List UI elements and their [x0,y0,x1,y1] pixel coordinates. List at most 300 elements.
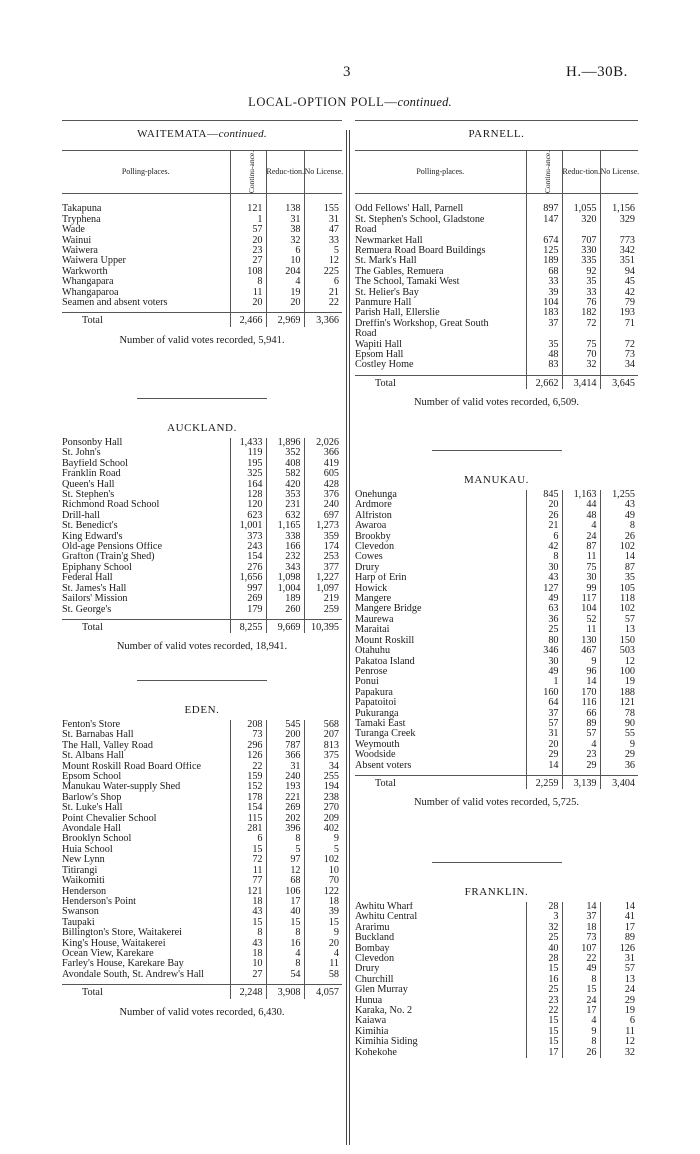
reduction-value: 24 [562,996,600,1006]
no-license-value: 12 [600,657,638,667]
no-license-value: 4 [304,949,342,959]
no-license-value: 259 [304,605,342,615]
polling-place: Hunua [355,995,383,1006]
polling-place: Epiphany School [62,562,132,573]
section-top-rule [432,450,562,451]
polling-place: Penrose [355,666,388,677]
no-license-value: 13 [600,625,638,635]
total-row [355,775,638,789]
section-name: AUCKLAND. [167,422,237,434]
no-license-value: 105 [600,584,638,594]
no-license-value: 102 [600,604,638,614]
reduction-value: 189 [266,594,304,604]
table-row [62,594,342,604]
polling-place: Billington's Store, Waitakerei [62,928,182,939]
no-license-value: 33 [304,236,342,246]
reduction-value: 72 [562,319,600,329]
continuance-value: 373 [230,532,266,542]
no-license-value: 12 [304,256,342,266]
reduction-value: 92 [562,267,600,277]
no-license-value: 13 [600,975,638,985]
total-no-license: 10,395 [304,619,342,633]
reduction-value: 22 [562,954,600,964]
continuance-value: 119 [230,448,266,458]
continuance-value: 14 [526,761,562,771]
no-license-value: 253 [304,552,342,562]
continuance-value: 16 [526,975,562,985]
polling-place: Queen's Hall [62,479,115,490]
continuance-value: 183 [526,308,562,318]
polling-place: Papakura [355,687,393,698]
no-license-value: 773 [600,236,638,246]
continuance-value: 32 [526,923,562,933]
section-top-rule [137,398,267,399]
polling-place: Titirangi [62,865,98,876]
reduction-value: 11 [562,625,600,635]
no-license-value: 71 [600,319,638,329]
section-name: FRANKLIN. [464,886,529,898]
continuance-value: 6 [526,532,562,542]
reduction-value: 396 [266,824,304,834]
continuance-value: 195 [230,459,266,469]
no-license-value: 402 [304,824,342,834]
continuance-value: 243 [230,542,266,552]
no-license-value: 188 [600,688,638,698]
total-label: Total [62,985,230,999]
no-license-value: 2,026 [304,438,342,448]
no-license-value: 94 [600,267,638,277]
reduction-value: 54 [266,970,304,980]
section-top-rule [355,120,638,121]
reduction-value: 204 [266,267,304,277]
polling-place: Mangere Bridge [355,604,422,615]
polling-place: Panmure Hall [355,298,412,309]
continuance-value: 189 [526,256,562,266]
total-no-license: 4,057 [304,985,342,999]
polling-place: St. Luke's Hall [62,803,123,814]
spacer-cell [355,194,526,205]
polling-place: St. George's [62,604,112,615]
continuance-value: 15 [526,1016,562,1026]
reduction-value: 1,004 [266,584,304,594]
reduction-value: 366 [266,751,304,761]
no-license-value: 19 [600,1006,638,1016]
no-license-value: 11 [304,959,342,969]
no-license-value: 9 [304,834,342,844]
continuance-value: 6 [230,834,266,844]
valid-votes-note: Number of valid votes recorded, 5,941. [119,335,285,346]
polling-place: The Gables, Remuera [355,266,444,277]
polling-place: Avondale Hall [62,824,121,835]
polling-place: King's House, Waitakerei [62,938,166,949]
no-license-value: 32 [600,1048,638,1058]
continuance-value: 147 [526,215,562,225]
total-no-license: 3,366 [304,313,342,327]
page-number: 3 [343,64,351,80]
no-license-value: 73 [600,350,638,360]
no-license-value: 118 [600,594,638,604]
reduction-value: 70 [562,350,600,360]
continuance-value: 15 [230,845,266,855]
results-table [62,720,342,999]
no-license-value: 10 [304,866,342,876]
continuance-value: 72 [230,855,266,865]
no-license-value: 207 [304,730,342,740]
total-continuance: 2,662 [526,375,562,389]
no-license-value: 568 [304,720,342,730]
continuance-value: 28 [526,902,562,912]
polling-place: St. Benedict's [62,521,118,532]
reduction-value: 9 [562,657,600,667]
no-license-value: 90 [600,719,638,729]
continuance-value: 269 [230,594,266,604]
continuance-value: 127 [526,584,562,594]
continuance-value: 43 [526,573,562,583]
results-table [62,150,342,327]
polling-place: Warkworth [62,266,108,277]
total-continuance: 2,248 [230,985,266,999]
no-license-value: 87 [600,563,638,573]
polling-place: Seamen and absent voters [62,298,168,309]
polling-place: Epsom School [62,772,122,783]
reduction-value: 66 [562,709,600,719]
no-license-value: 22 [304,298,342,308]
title-continued: continued. [397,95,452,109]
no-license-value: 34 [600,360,638,370]
polling-place: St. Mark's Hall [355,256,417,267]
polling-place: Brooklyn School [62,834,132,845]
polling-place: Brookby [355,531,391,542]
polling-place: Onehunga [355,490,397,500]
continuance-value: 1 [526,677,562,687]
continuance-value: 276 [230,563,266,573]
reduction-value: 545 [266,720,304,730]
polling-place: Ararimu [355,922,390,933]
continuance-value: 83 [526,360,562,370]
no-license-value: 366 [304,448,342,458]
section-name: PARNELL. [468,128,525,140]
no-license-value: 329 [600,215,638,225]
no-license-value: 6 [600,1016,638,1026]
reduction-value: 1,055 [562,204,600,214]
polling-place: Takapuna [62,204,102,215]
continuance-value: 37 [526,319,562,329]
continuance-value: 77 [230,876,266,886]
polling-place: Newmarket Hall [355,235,423,246]
no-license-value: 238 [304,793,342,803]
continuance-value: 20 [230,298,266,308]
polling-place: Waikomiti [62,876,105,887]
reduction-value: 26 [562,1048,600,1058]
no-license-value: 813 [304,741,342,751]
continuance-value: 11 [230,866,266,876]
reduction-value: 35 [562,277,600,287]
polling-place: Awaroa [355,521,387,532]
reduction-value: 18 [562,923,600,933]
polling-place: Henderson's Point [62,896,136,907]
continuance-value: 18 [230,897,266,907]
polling-place: St. James's Hall [62,583,127,594]
no-license-value: 49 [600,511,638,521]
no-license-value: 29 [600,996,638,1006]
reduction-value: 1,098 [266,573,304,583]
reduction-value: 48 [562,511,600,521]
polling-place: Ponsonby Hall [62,438,123,448]
reduction-value: 75 [562,340,600,350]
reduction-value: 8 [266,928,304,938]
continuance-value: 26 [526,511,562,521]
continuance-value: 15 [230,918,266,928]
polling-place: Point Chevalier School [62,813,157,824]
reduction-value: 193 [266,782,304,792]
polling-place: Clevedon [355,954,395,965]
reduction-value: 76 [562,298,600,308]
reduction-value: 49 [562,964,600,974]
no-license-value: 79 [600,298,638,308]
continuance-value: 27 [230,970,266,980]
continuance-value: 126 [230,751,266,761]
no-license-value: 174 [304,542,342,552]
no-license-value: 24 [600,985,638,995]
reduction-value: 408 [266,459,304,469]
continuance-value: 8 [230,277,266,287]
table-row [355,360,638,370]
reduction-value: 17 [266,897,304,907]
no-license-value: 121 [600,698,638,708]
reduction-value: 44 [562,500,600,510]
polling-place: Franklin Road [62,469,121,480]
total-row [62,313,342,327]
continuance-value: 8 [526,552,562,562]
continuance-value: 25 [526,933,562,943]
reduction-value: 117 [562,594,600,604]
no-license-value: 26 [600,532,638,542]
continuance-value: 18 [230,949,266,959]
continuance-value: 48 [526,350,562,360]
reduction-value: 8 [266,959,304,969]
polling-place: Pukuranga [355,708,399,719]
header-reduction: Reduc-tion. [562,151,600,194]
section-heading [355,128,638,140]
table-row [62,876,342,886]
total-label: Total [355,375,526,389]
polling-place: Old-age Pensions Office [62,542,162,553]
valid-votes-note: Number of valid votes recorded, 5,725. [413,797,580,808]
polling-place: Mount Roskill Road Board Office [62,761,202,772]
continuance-value: 1,001 [230,521,266,531]
reduction-value: 338 [266,532,304,542]
polling-place: Tryphena [62,214,101,225]
polling-place: Drill-hall [62,510,100,521]
no-license-value: 70 [304,876,342,886]
total-row [355,375,638,389]
continuance-value: 154 [230,803,266,813]
title-main: LOCAL-OPTION POLL— [248,95,398,109]
no-license-value: 57 [600,615,638,625]
no-license-value: 5 [304,845,342,855]
polling-place: Turanga Creek [355,729,416,740]
section-name: EDEN. [184,704,220,716]
polling-place: Buckland [355,933,395,944]
reduction-value: 200 [266,730,304,740]
total-no-license: 3,645 [600,375,638,389]
polling-place: Pakatoa Island [355,656,415,667]
section-top-rule [62,120,342,121]
reduction-value: 343 [266,563,304,573]
no-license-value: 219 [304,594,342,604]
table-row [355,761,638,771]
polling-place: Avondale South, St. Andrew's Hall [62,969,204,980]
polling-place: St. Stephen's [62,490,115,501]
polling-place: Kohekohe [355,1047,397,1058]
polling-place: King Edward's [62,531,123,542]
polling-place: Sailors' Mission [62,594,128,605]
reduction-value: 4 [562,740,600,750]
continuance-value: 20 [230,236,266,246]
reduction-value: 5 [266,845,304,855]
continuance-value: 49 [526,594,562,604]
continuance-value: 49 [526,667,562,677]
reduction-value: 24 [562,532,600,542]
reduction-value: 9 [562,1027,600,1037]
continuance-value: 28 [526,954,562,964]
reduction-value: 632 [266,511,304,521]
polling-place: Ardmore [355,500,392,511]
table-row [62,970,342,980]
continuance-value: 80 [526,636,562,646]
header-continuance-label: Continu-ance. [246,150,256,194]
continuance-value: 674 [526,236,562,246]
reduction-value: 231 [266,500,304,510]
continuance-value: 33 [526,277,562,287]
reduction-value: 68 [266,876,304,886]
no-license-value: 42 [600,288,638,298]
polling-place: Woodside [355,750,396,761]
no-license-value: 14 [600,902,638,912]
column-header-row [62,151,342,194]
no-license-value: 5 [304,246,342,256]
no-license-value: 15 [304,918,342,928]
continuance-value: 29 [526,750,562,760]
reduction-value: 10 [266,256,304,266]
table-row [355,698,638,708]
reduction-value: 4 [562,1016,600,1026]
polling-place: Whangaparoa [62,287,119,298]
reduction-value: 52 [562,615,600,625]
polling-place: Federal Hall [62,573,113,584]
reduction-value: 6 [266,246,304,256]
continuance-value: 17 [526,1048,562,1058]
continuance-value: 1 [230,215,266,225]
reduction-value: 14 [562,902,600,912]
reduction-value: 15 [266,918,304,928]
polling-place: Harp of Erin [355,573,407,584]
no-license-value: 17 [600,923,638,933]
section-name-continued: continued. [218,128,267,140]
polling-place: St. John's [62,448,101,459]
no-license-value: 18 [304,897,342,907]
continuance-value: 121 [230,204,266,214]
table-row [355,319,638,329]
reduction-value: 104 [562,604,600,614]
header-reduction: Reduc-tion. [266,151,304,194]
total-row [62,985,342,999]
reduction-value: 107 [562,944,600,954]
polling-place: Otahuhu [355,646,391,657]
no-license-value: 89 [600,933,638,943]
polling-place: The School, Tamaki West [355,277,460,288]
no-license-value: 240 [304,500,342,510]
column-divider [346,130,347,1145]
polling-place: Tamaki East [355,718,406,729]
polling-place: Odd Fellows' Hall, Parnell [355,204,464,215]
reduction-value: 260 [266,605,304,615]
no-license-value: 21 [304,288,342,298]
reduction-value: 11 [562,552,600,562]
no-license-value: 1,227 [304,573,342,583]
reduction-value: 330 [562,246,600,256]
polling-place: Alfriston [355,510,392,521]
reduction-value: 33 [562,288,600,298]
reduction-value: 40 [266,907,304,917]
continuance-value: 35 [526,340,562,350]
no-license-value: 193 [600,308,638,318]
polling-place: Wapiti Hall [355,339,402,350]
polling-place: Epsom Hall [355,350,404,361]
table-row [62,298,342,308]
polling-place: Wade [62,225,85,236]
no-license-value: 419 [304,459,342,469]
continuance-value: 296 [230,741,266,751]
polling-place: Drury [355,964,380,975]
no-license-value: 6 [304,277,342,287]
polling-place: Barlow's Shop [62,792,122,803]
no-license-value: 47 [304,225,342,235]
reduction-value: 4 [266,949,304,959]
polling-place: Manukau Water-supply Shed [62,782,181,793]
polling-place: Fenton's Store [62,720,121,730]
continuance-value: 154 [230,552,266,562]
reduction-value: 138 [266,204,304,214]
reduction-value: 335 [562,256,600,266]
no-license-value: 102 [304,855,342,865]
polling-place: The Hall, Valley Road [62,740,153,751]
continuance-value: 25 [526,625,562,635]
valid-votes-note: Number of valid votes recorded, 6,430. [119,1007,285,1018]
header-continuance [230,151,266,194]
header-continuance [526,151,562,194]
no-license-value: 605 [304,469,342,479]
continuance-value: 125 [526,246,562,256]
section-heading [355,474,638,486]
continuance-value: 21 [526,521,562,531]
reduction-value: 99 [562,584,600,594]
continuance-value: 128 [230,490,266,500]
no-license-value: 1,156 [600,204,638,214]
continuance-value: 178 [230,793,266,803]
section-top-rule [137,680,267,681]
no-license-value: 9 [600,740,638,750]
total-label: Total [62,619,230,633]
reduction-value: 8 [562,975,600,985]
polling-place: Farley's House, Karekare Bay [62,959,184,970]
continuance-value: 43 [230,939,266,949]
reduction-value: 353 [266,490,304,500]
reduction-value: 269 [266,803,304,813]
continuance-value: 20 [526,740,562,750]
table-row [355,215,638,225]
results-table [355,490,638,789]
